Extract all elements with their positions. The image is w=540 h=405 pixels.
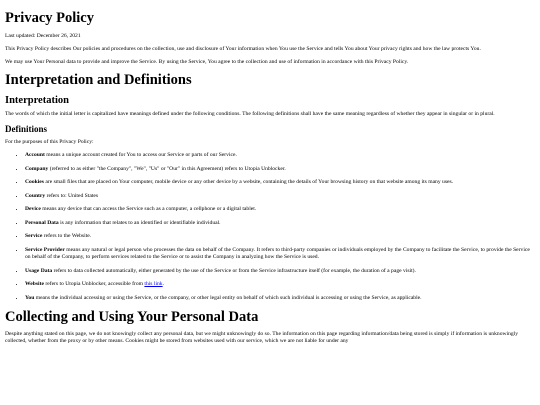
definition-term: Usage Data <box>25 267 53 274</box>
definition-item <box>25 193 535 200</box>
definition-text: refers to data collected automatically, either generated by the use of the Service or from the Service infrastructure itself (for example, the duration of a page visit). <box>52 267 416 274</box>
collecting-text: Despite anything stated on this page, we do not knowingly collect any personal data, but we might unknowingly do so. The information on this page regarding information/data being stored is simply if information is unknowingly collected, whether from the proxy or by other means. Cookies might be stored from websites used with our service, which we are not liable for under any <box>5 331 519 345</box>
intro-paragraph-1: This Privacy Policy describes Our policies and procedures on the collection, use and disclosure of Your information when You use the Service and tells You about Your privacy rights and how the law protects You. <box>5 45 481 52</box>
definition-text: refers to: United States <box>45 192 99 199</box>
definition-text: means a unique account created for You to access our Service or parts of our Service. <box>44 152 237 159</box>
subheading-interpretation: Interpretation <box>5 95 69 107</box>
definition-item <box>25 179 535 186</box>
definition-term: You <box>25 294 35 301</box>
last-updated: Last updated: December 26, 2021 <box>5 32 81 39</box>
definitions-intro: For the purposes of this Privacy Policy: <box>5 138 94 145</box>
definition-item <box>25 152 535 159</box>
definition-item-you <box>25 295 535 302</box>
definition-text: means any device that can access the Service such as a computer, a cellphone or a digital tablet. <box>40 206 257 213</box>
definition-text: means the individual accessing or using the Service, or the company, or other legal entity on behalf of which such individual is accessing or using the Service, as applicable. <box>34 294 422 301</box>
definition-term: Service Provider <box>25 247 65 254</box>
definition-term: Cookies <box>25 179 44 186</box>
website-link[interactable]: this link <box>144 281 163 288</box>
definition-text-end: . <box>162 281 164 288</box>
definition-item <box>25 220 535 227</box>
definition-term: Country <box>25 192 46 199</box>
definition-text: are small files that are placed on Your computer, mobile device or any other device by a website, containing the details of Your browsing history on that website among its many uses. <box>43 179 454 186</box>
definitions-list <box>5 152 535 302</box>
subheading-definitions: Definitions <box>5 124 48 135</box>
section-heading-interpretation-definitions: Interpretation and Definitions <box>5 72 192 89</box>
definition-term: Account <box>25 152 45 159</box>
definition-item <box>25 206 535 213</box>
page-title: Privacy Policy <box>5 10 94 26</box>
definition-term: Service <box>25 233 43 240</box>
interpretation-text: The words of which the initial letter is capitalized have meanings defined under the following conditions. The following definitions shall have the same meaning regardless of whether they appear in singular or in plural. <box>5 111 495 118</box>
intro-paragraph-2: We may use Your Personal data to provide and improve the Service. By using the Service, You agree to the collection and use of information in accordance with this Privacy Policy. <box>5 59 409 66</box>
definition-item <box>25 268 535 275</box>
definition-item <box>25 166 535 173</box>
definition-item <box>25 233 535 240</box>
definition-text: is any information that relates to an identified or identifiable individual. <box>58 219 221 226</box>
definition-term: Personal Data <box>25 219 59 226</box>
definition-term: Company <box>25 165 49 172</box>
definition-term: Device <box>25 206 41 213</box>
section-heading-collecting: Collecting and Using Your Personal Data <box>5 308 259 325</box>
definition-text: means any natural or legal person who processes the data on behalf of the Company. It refers to third-party companies or individuals employed by the Company to facilitate the Service, to provide the Service on behalf of the Company, to perform services related to the Service or to assist the Company in analyzing how the Service is used. <box>25 247 530 261</box>
definition-text: refers to the Website. <box>42 233 92 240</box>
definition-item <box>25 247 535 262</box>
definition-item-website <box>25 281 535 288</box>
definition-term: Website <box>25 281 44 288</box>
definition-text: refers to Utopia Unblocker, accessible from <box>43 281 145 288</box>
definition-text: (referred to as either "the Company", "We", "Us" or "Our" in this Agreement) refers to Utopia Unblocker. <box>48 165 286 172</box>
